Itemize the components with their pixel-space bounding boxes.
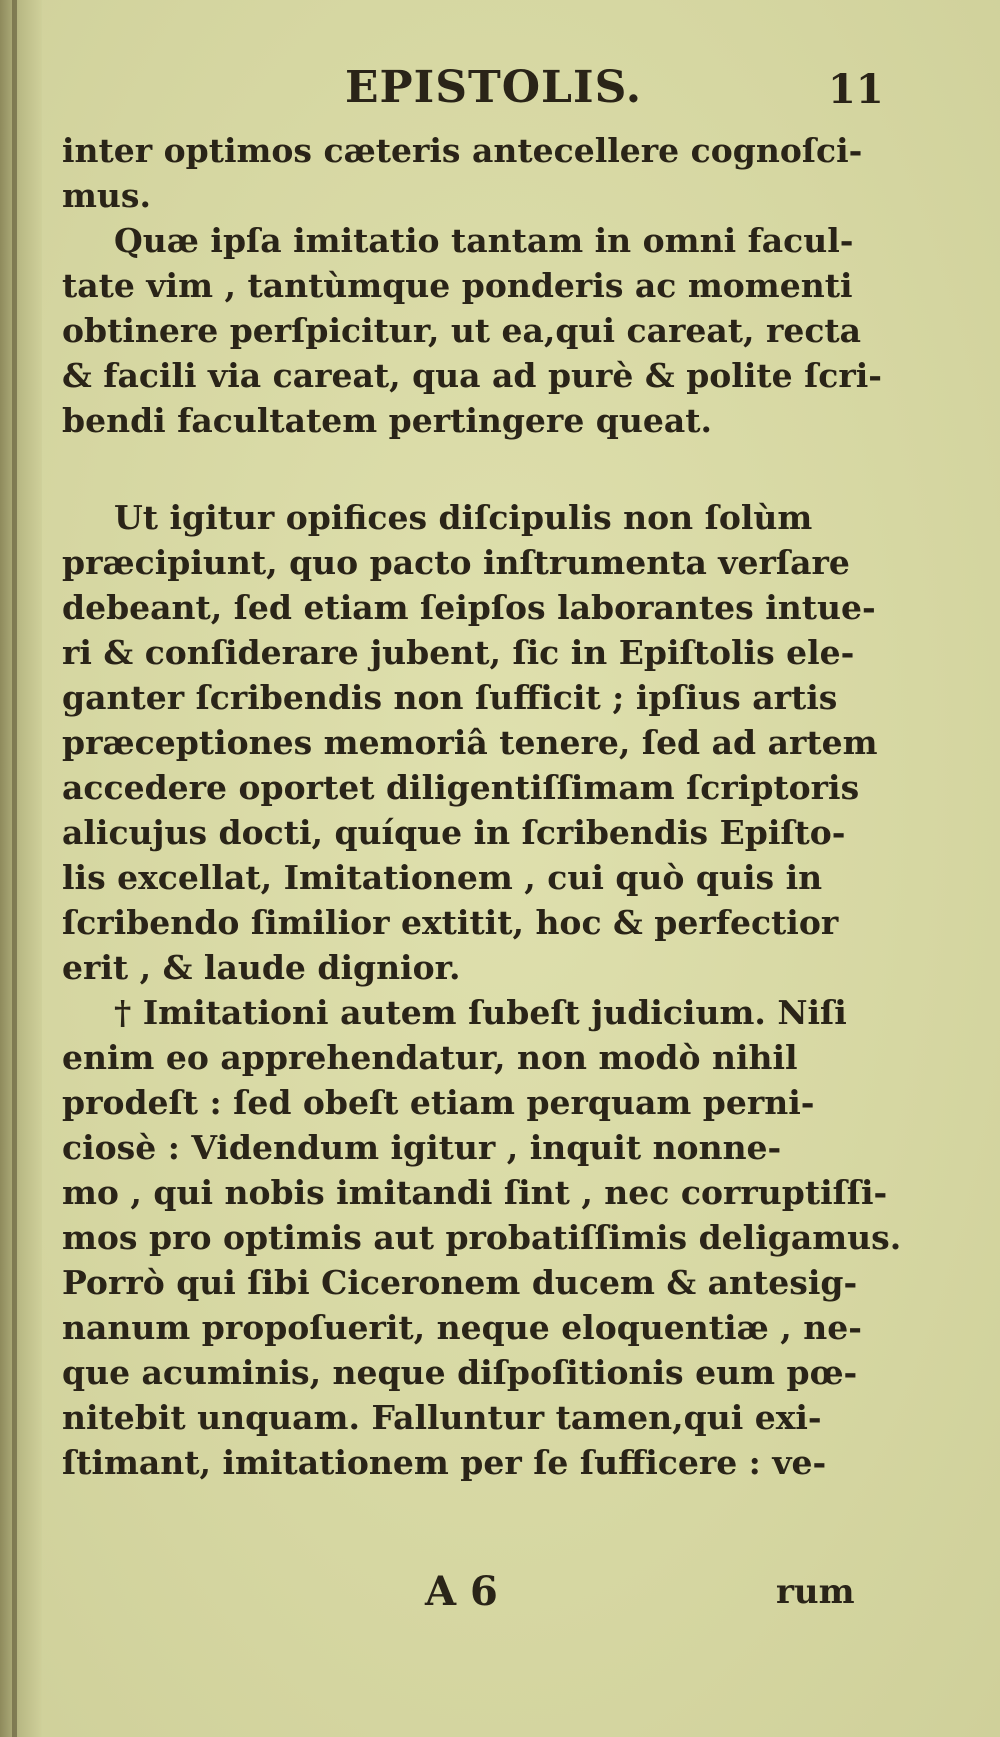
paragraph-4: † Imitationi autem ſubeſt judicium. Niſi enim eo apprehendatur, non modò nihil prodeſt : ſed obeſt etiam perquam perni- ciosè : Videndum igitur , inquit nonne- mo , qui nobis imitandi ſint , nec corruptiſſi- mos pro optimis aut probatiſſimis deligamus. Porrò qui ſibi Ciceronem ducem & antesig- nanum propoſuerit, neque eloquentiæ , ne- que acuminis, neque diſpoſitionis eum pœ- nitebit unquam. Falluntur tamen,qui exi- ſtimant, imitationem per ſe ſufficere : ve- [62, 993, 902, 1482]
page-number: 11 [828, 66, 884, 113]
gutter-shadow [0, 0, 42, 1737]
paragraph-3: Ut igitur opifices diſcipulis non ſolùm præcipiunt, quo pacto inſtrumenta verſare debeant, ſed etiam ſeipſos laborantes intue- ri & conſiderare jubent, ſic in Epiſtolis ele- ganter ſcribendis non ſufficit ; ipſius artis præceptiones memoriâ tenere, ſed ad artem accedere oportet diligentiſſimam ſcriptoris alicujus docti, quíque in ſcribendis Epiſto- lis excellat, Imitationem , cui quò quis in ſcribendo ſimilior extitit, hoc & perfectior erit , & laude dignior. [62, 498, 878, 987]
binding-edge [12, 0, 17, 1737]
page-footer [0, 1568, 1000, 1618]
running-title: EPISTOLIS. [345, 62, 643, 113]
running-head [0, 62, 1000, 122]
paragraph-1: inter optimos cæteris antecellere cognoſci- mus. [62, 131, 863, 215]
paragraph-2: Quæ ipſa imitatio tantam in omni facul- tate vim , tantùmque ponderis ac momenti obtinere perſpicitur, ut ea,qui careat, recta & facili via careat, qua ad purè & polite ſcri- bendi facultatem pertingere queat. [62, 221, 882, 440]
signature-mark: A 6 [425, 1568, 498, 1615]
body-text [62, 128, 902, 1485]
catchword: rum [776, 1572, 855, 1612]
